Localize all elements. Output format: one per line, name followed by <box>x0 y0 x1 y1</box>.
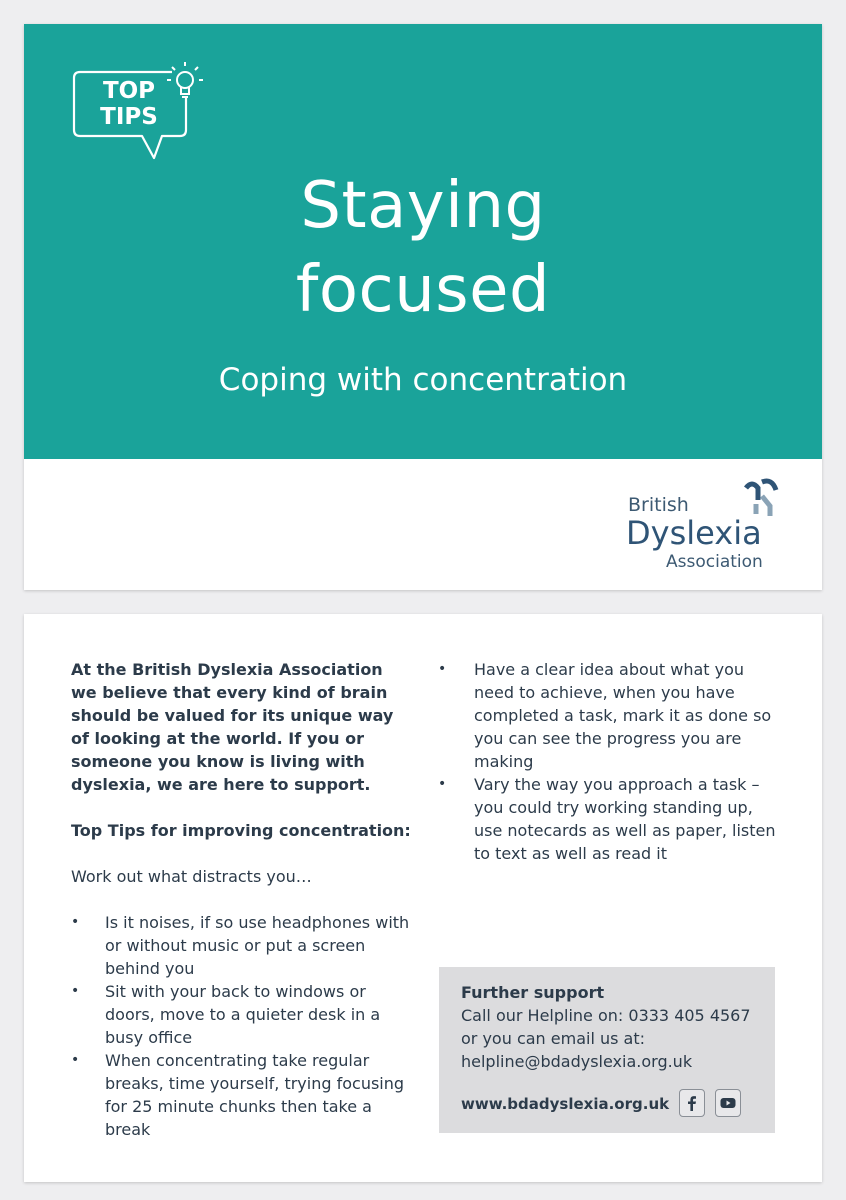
intro-paragraph: At the British Dyslexia Association we believe that every kind of brain should be valued for its unique way of looking at the world. If you or someone you know is living with dyslexia, we are here to support. <box>71 660 394 794</box>
right-bullet-list <box>438 658 778 865</box>
front-card <box>24 24 822 590</box>
logo-dyslexia: Dyslexia <box>626 514 762 552</box>
title-line-2: focused <box>295 253 551 327</box>
email-intro-text: or you can email us at: <box>461 1029 646 1048</box>
list-item: • When concentrating take regular breaks, time yourself, trying focusing for 25 minute chunks then take a break <box>71 1049 411 1141</box>
support-title: Further support <box>461 983 605 1002</box>
top-tips-badge <box>72 58 212 164</box>
left-bullet-list <box>71 911 411 1141</box>
badge-line-top: TOP <box>102 78 156 104</box>
top-tips-label <box>72 78 186 130</box>
page-title <box>24 164 822 332</box>
badge-line-tips: TIPS <box>100 104 158 130</box>
header-panel <box>24 24 822 459</box>
list-item: • Sit with your back to windows or doors, move to a quieter desk in a busy office <box>71 980 411 1049</box>
page-subtitle: Coping with concentration <box>218 362 628 398</box>
right-column <box>438 658 778 865</box>
back-card <box>24 614 822 1182</box>
helpline-text: Call our Helpline on: 0333 405 4567 <box>461 1006 751 1025</box>
website-link[interactable]: www.bdadyslexia.org.uk <box>461 1095 670 1113</box>
website-row <box>461 1089 753 1119</box>
tips-heading: Top Tips for improving concentration: <box>71 821 411 840</box>
list-item: • Is it noises, if so use headphones with or without music or put a screen behind you <box>71 911 411 980</box>
youtube-button[interactable] <box>715 1089 741 1117</box>
distracts-text: Work out what distracts you… <box>71 867 312 886</box>
email-link[interactable]: helpline@bdadyslexia.org.uk <box>461 1052 693 1071</box>
title-line-1: Staying <box>300 169 546 243</box>
facebook-icon <box>684 1095 700 1111</box>
logo-mark-icon <box>742 478 782 518</box>
bda-logo <box>582 476 782 572</box>
list-item: • Vary the way you approach a task – you could try working standing up, use notecards as well as paper, listen to text as well as read it <box>438 773 778 865</box>
youtube-icon <box>720 1095 736 1111</box>
facebook-button[interactable] <box>679 1089 705 1117</box>
left-column <box>71 658 411 1141</box>
logo-association: Association <box>666 552 763 572</box>
further-support-box <box>439 967 775 1133</box>
list-item: • Have a clear idea about what you need to achieve, when you have completed a task, mark it as done so you can see the progress you are making <box>438 658 778 773</box>
logo-british: British <box>628 494 689 516</box>
